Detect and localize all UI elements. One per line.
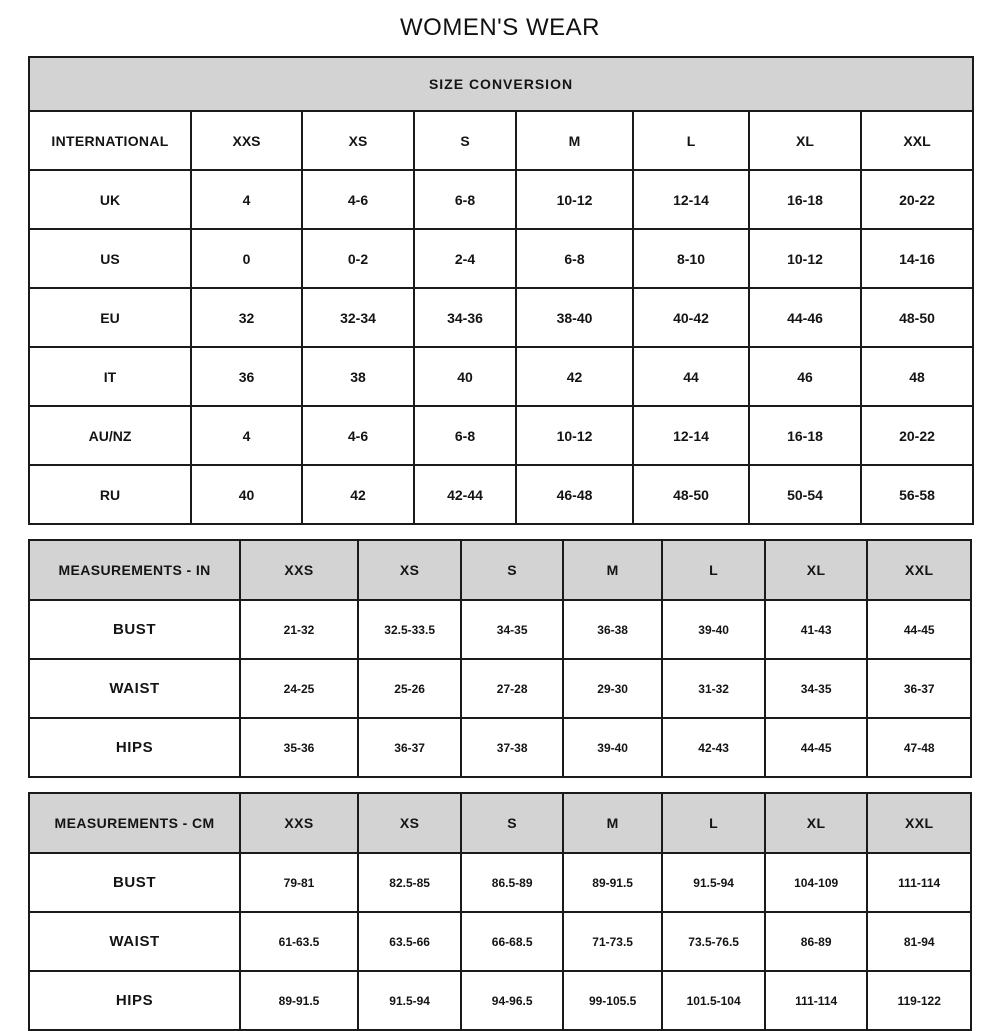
cell: 40 — [191, 465, 302, 524]
row-label-hips: HIPS — [29, 718, 240, 777]
row-label-ru: RU — [29, 465, 191, 524]
cell: 34-36 — [414, 288, 516, 347]
cell: 38-40 — [516, 288, 633, 347]
table-header-row — [29, 793, 971, 853]
cell: 44-45 — [765, 718, 868, 777]
cell: 34-35 — [765, 659, 868, 718]
cell: 66-68.5 — [461, 912, 563, 971]
cell: 91.5-94 — [358, 971, 462, 1030]
header-m: M — [563, 540, 662, 600]
header-s: S — [461, 540, 563, 600]
table-header-row — [29, 111, 973, 170]
cell: 46-48 — [516, 465, 633, 524]
header-xxs: XXS — [240, 793, 358, 853]
cell: 81-94 — [867, 912, 971, 971]
table-row — [29, 971, 971, 1030]
header-xl: XL — [749, 111, 861, 170]
cell: 36-37 — [867, 659, 971, 718]
measurements-inches-table — [28, 539, 972, 778]
cell: 56-58 — [861, 465, 973, 524]
row-label-bust: BUST — [29, 853, 240, 912]
header-s: S — [461, 793, 563, 853]
cell: 32 — [191, 288, 302, 347]
cell: 86-89 — [765, 912, 868, 971]
cell: 37-38 — [461, 718, 563, 777]
cell: 10-12 — [749, 229, 861, 288]
cell: 25-26 — [358, 659, 462, 718]
page-title: WOMEN'S WEAR — [400, 14, 600, 41]
row-label-uk: UK — [29, 170, 191, 229]
cell: 42-44 — [414, 465, 516, 524]
row-label-aunz: AU/NZ — [29, 406, 191, 465]
cell: 39-40 — [563, 718, 662, 777]
size-conversion-banner: SIZE CONVERSION — [29, 57, 973, 111]
cell: 36-37 — [358, 718, 462, 777]
header-xs: XS — [358, 793, 462, 853]
cell: 39-40 — [662, 600, 765, 659]
cell: 119-122 — [867, 971, 971, 1030]
cell: 99-105.5 — [563, 971, 662, 1030]
cell: 36-38 — [563, 600, 662, 659]
cell: 0-2 — [302, 229, 414, 288]
cell: 34-35 — [461, 600, 563, 659]
table-row — [29, 406, 973, 465]
table-banner-row — [29, 57, 973, 111]
header-l: L — [662, 540, 765, 600]
cell: 4-6 — [302, 170, 414, 229]
cell: 40-42 — [633, 288, 749, 347]
cell: 2-4 — [414, 229, 516, 288]
header-xl: XL — [765, 540, 868, 600]
cell: 71-73.5 — [563, 912, 662, 971]
cell: 79-81 — [240, 853, 358, 912]
cell: 111-114 — [867, 853, 971, 912]
cell: 104-109 — [765, 853, 868, 912]
cell: 48 — [861, 347, 973, 406]
cell: 6-8 — [414, 406, 516, 465]
cell: 101.5-104 — [662, 971, 765, 1030]
cell: 16-18 — [749, 406, 861, 465]
cell: 12-14 — [633, 406, 749, 465]
header-xs: XS — [358, 540, 462, 600]
cell: 48-50 — [633, 465, 749, 524]
cell: 10-12 — [516, 170, 633, 229]
cell: 86.5-89 — [461, 853, 563, 912]
cell: 4 — [191, 170, 302, 229]
cell: 6-8 — [414, 170, 516, 229]
cell: 31-32 — [662, 659, 765, 718]
table-row — [29, 288, 973, 347]
cell: 63.5-66 — [358, 912, 462, 971]
table-row — [29, 347, 973, 406]
cell: 29-30 — [563, 659, 662, 718]
row-label-it: IT — [29, 347, 191, 406]
cell: 36 — [191, 347, 302, 406]
cell: 38 — [302, 347, 414, 406]
cell: 4 — [191, 406, 302, 465]
row-label-us: US — [29, 229, 191, 288]
cell: 44 — [633, 347, 749, 406]
header-m: M — [563, 793, 662, 853]
row-label-bust: BUST — [29, 600, 240, 659]
cell: 6-8 — [516, 229, 633, 288]
cell: 0 — [191, 229, 302, 288]
cell: 14-16 — [861, 229, 973, 288]
table-row — [29, 718, 971, 777]
cell: 16-18 — [749, 170, 861, 229]
header-xxs: XXS — [240, 540, 358, 600]
table-row — [29, 600, 971, 659]
cell: 89-91.5 — [240, 971, 358, 1030]
cell: 40 — [414, 347, 516, 406]
cell: 73.5-76.5 — [662, 912, 765, 971]
header-l: L — [633, 111, 749, 170]
header-l: L — [662, 793, 765, 853]
cell: 44-46 — [749, 288, 861, 347]
cell: 8-10 — [633, 229, 749, 288]
cell: 47-48 — [867, 718, 971, 777]
header-xxl: XXL — [861, 111, 973, 170]
cell: 4-6 — [302, 406, 414, 465]
header-xl: XL — [765, 793, 868, 853]
cell: 10-12 — [516, 406, 633, 465]
cell: 44-45 — [867, 600, 971, 659]
cell: 91.5-94 — [662, 853, 765, 912]
size-conversion-table — [28, 56, 974, 525]
cell: 32-34 — [302, 288, 414, 347]
cell: 94-96.5 — [461, 971, 563, 1030]
cell: 27-28 — [461, 659, 563, 718]
table-row — [29, 912, 971, 971]
cell: 61-63.5 — [240, 912, 358, 971]
cell: 42 — [516, 347, 633, 406]
cell: 41-43 — [765, 600, 868, 659]
cell: 46 — [749, 347, 861, 406]
row-label-waist: WAIST — [29, 912, 240, 971]
cell: 42-43 — [662, 718, 765, 777]
cell: 89-91.5 — [563, 853, 662, 912]
cell: 48-50 — [861, 288, 973, 347]
header-xxl: XXL — [867, 793, 971, 853]
table-header-row — [29, 540, 971, 600]
cell: 82.5-85 — [358, 853, 462, 912]
cell: 111-114 — [765, 971, 868, 1030]
header-xxl: XXL — [867, 540, 971, 600]
header-measurements-in: MEASUREMENTS - IN — [29, 540, 240, 600]
cell: 20-22 — [861, 170, 973, 229]
cell: 50-54 — [749, 465, 861, 524]
header-m: M — [516, 111, 633, 170]
cell: 42 — [302, 465, 414, 524]
header-s: S — [414, 111, 516, 170]
cell: 24-25 — [240, 659, 358, 718]
header-xxs: XXS — [191, 111, 302, 170]
table-row — [29, 853, 971, 912]
header-xs: XS — [302, 111, 414, 170]
row-label-eu: EU — [29, 288, 191, 347]
header-international: INTERNATIONAL — [29, 111, 191, 170]
table-row — [29, 465, 973, 524]
cell: 12-14 — [633, 170, 749, 229]
row-label-waist: WAIST — [29, 659, 240, 718]
table-row — [29, 229, 973, 288]
measurements-cm-table — [28, 792, 972, 1031]
cell: 32.5-33.5 — [358, 600, 462, 659]
table-row — [29, 170, 973, 229]
table-row — [29, 659, 971, 718]
row-label-hips: HIPS — [29, 971, 240, 1030]
cell: 20-22 — [861, 406, 973, 465]
header-measurements-cm: MEASUREMENTS - CM — [29, 793, 240, 853]
cell: 21-32 — [240, 600, 358, 659]
cell: 35-36 — [240, 718, 358, 777]
